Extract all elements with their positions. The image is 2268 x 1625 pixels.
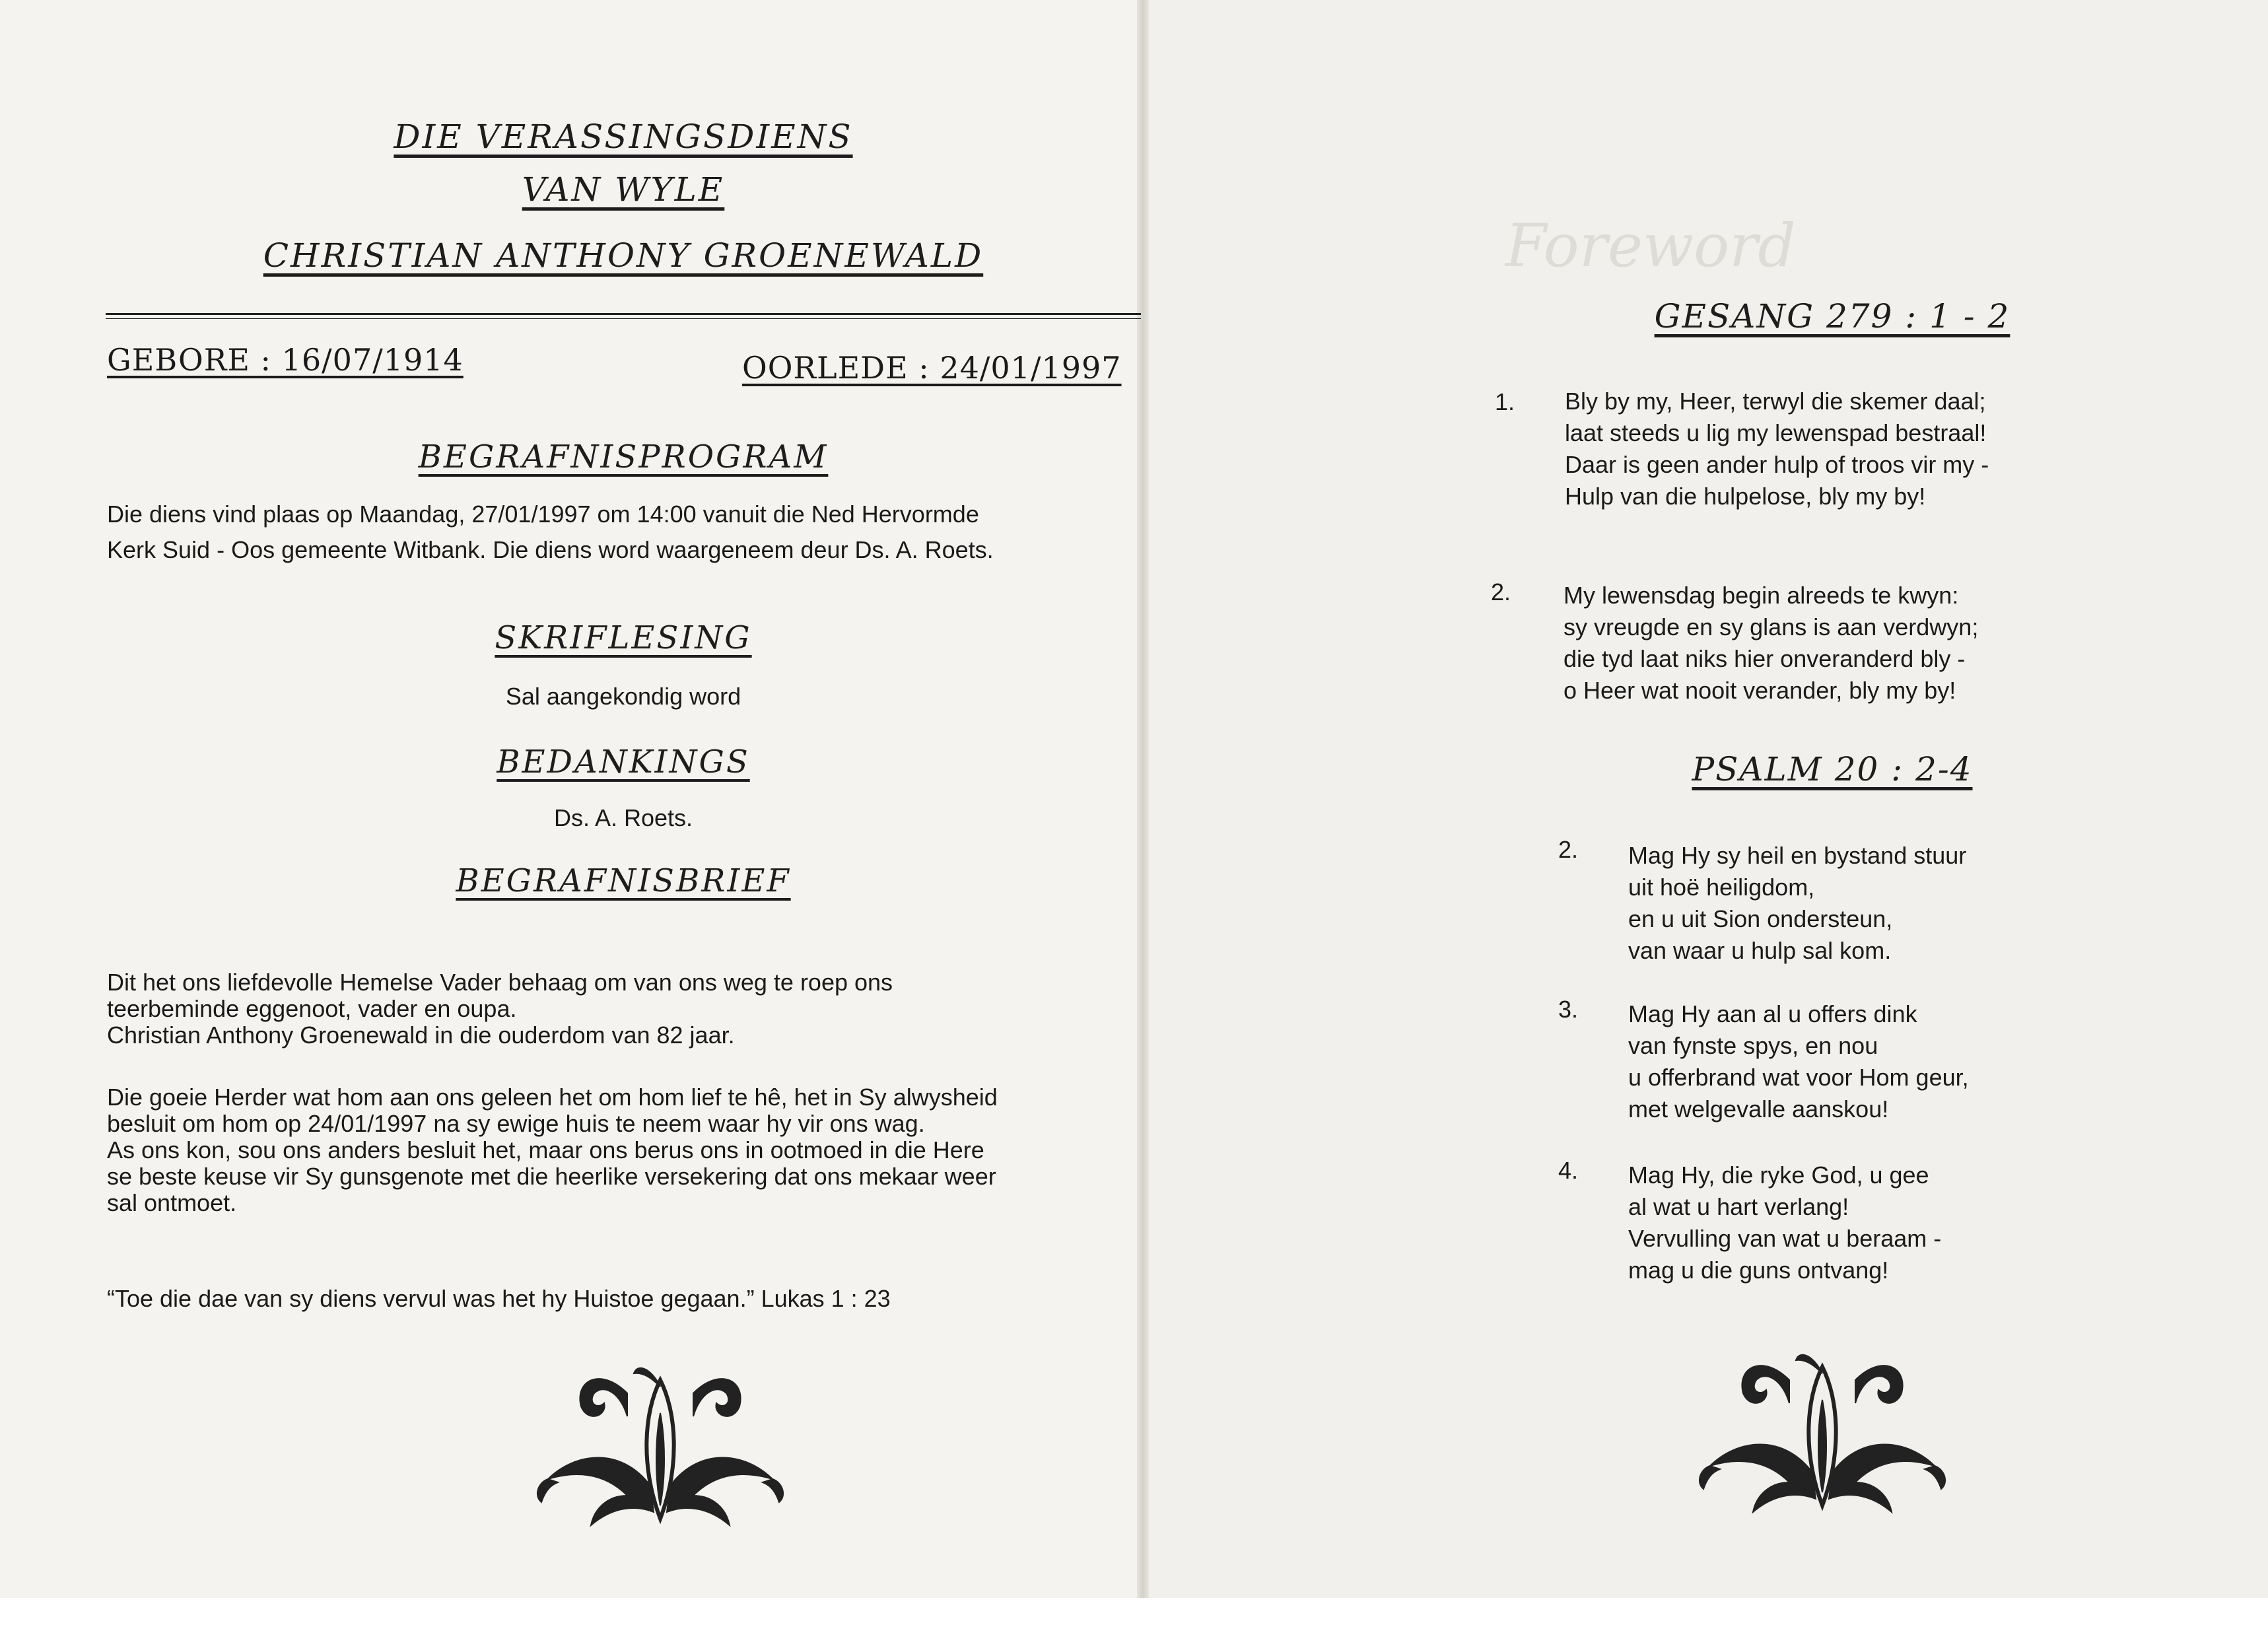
verse-line: al wat u hart verlang! [1628,1193,1849,1220]
hymn2-verse2-number: 2. [1558,836,1579,863]
program-line-1: Die diens vind plaas op Maandag, 27/01/1997 om 14:00 vanuit die Ned Hervormde [107,501,979,528]
hymn1-verse1 [1565,386,1989,512]
verse-line: die tyd laat niks hier onveranderd bly - [1564,645,1966,672]
reading-heading: SKRIFLESING [495,619,752,656]
header-rule-thin [106,318,1141,319]
hymn2-heading: PSALM 20 : 2-4 [1692,750,1973,788]
hymn2-verse4 [1628,1159,1941,1286]
letter-paragraph-1 [107,969,893,1049]
verse-line: u offerbrand wat voor Hom geur, [1628,1064,1969,1091]
born-date: GEBORE : 16/07/1914 [107,342,464,378]
hymn2-verse4-number: 4. [1558,1157,1579,1184]
verse-line: van waar u hulp sal kom. [1628,937,1892,964]
hymn1-heading: GESANG 279 : 1 - 2 [1654,297,2010,335]
verse-line: sy vreugde en sy glans is aan verdwyn; [1564,613,1979,640]
letter-line: Dit het ons liefdevolle Hemelse Vader behaag om van ons weg te roep ons [107,969,893,996]
thanks-text: Ds. A. Roets. [553,804,693,831]
title-line-1: DIE VERASSINGSDIENS [394,118,853,156]
thanks-heading: BEDANKINGS [497,743,750,780]
verse-line: Hulp van die hulpelose, bly my by! [1565,483,1926,510]
verse-line: Mag Hy, die ryke God, u gee [1628,1161,1929,1189]
verse-line: Bly by my, Heer, terwyl die skemer daal; [1565,388,1986,415]
letter-line: Christian Anthony Groenewald in die ouderdom van 82 jaar. [107,1021,735,1049]
reading-text: Sal aangekondig word [505,683,741,710]
program-line-2: Kerk Suid - Oos gemeente Witbank. Die diens word waargeneem deur Ds. A. Roets. [107,536,994,563]
verse-line: Vervulling van wat u beraam - [1628,1225,1942,1252]
verse-line: uit hoë heiligdom, [1628,874,1815,901]
title-line-2: VAN WYLE [522,170,725,209]
verse-line: Mag Hy sy heil en bystand stuur [1628,842,1967,869]
hymn2-verse3 [1628,998,1969,1125]
letter-paragraph-2 [107,1084,998,1216]
title-line-3: CHRISTIAN ANTHONY GROENEWALD [263,236,984,275]
program-heading: BEGRAFNISPROGRAM [418,438,829,475]
lily-ornament-icon [528,1354,792,1539]
letter-line: As ons kon, sou ons anders besluit het, maar ons berus ons in ootmoed in die Here [107,1136,984,1163]
hymn2-verse3-number: 3. [1558,996,1579,1023]
letter-line: besluit om hom op 24/01/1997 na sy ewige huis te neem waar hy vir ons wag. [107,1110,925,1137]
verse-line: My lewensdag begin alreeds te kwyn: [1564,582,1959,609]
hymn1-verse2-number: 2. [1491,578,1511,605]
verse-line: laat steeds u lig my lewenspad bestraal! [1565,419,1987,446]
letter-line: se beste keuse vir Sy gunsgenote met die heerlike versekering dat ons mekaar weer [107,1163,996,1190]
verse-line: o Heer wat nooit verander, bly my by! [1564,677,1956,704]
verse-line: met welgevalle aanskou! [1628,1095,1889,1123]
scan-bottom-margin [0,1598,2268,1625]
verse-line: en u uit Sion ondersteun, [1628,905,1893,932]
show-through-text: Foreword [1505,211,1796,281]
death-date: OORLEDE : 24/01/1997 [742,350,1122,386]
verse-line: van fynste spys, en nou [1628,1032,1878,1059]
scripture-quote: “Toe die dae van sy diens vervul was het hy Huistoe gegaan.” Lukas 1 : 23 [107,1285,891,1312]
verse-line: Daar is geen ander hulp of troos vir my - [1565,451,1989,478]
letter-line: Die goeie Herder wat hom aan ons geleen het om hom lief te hê, het in Sy alwysheid [107,1084,998,1111]
letter-line: sal ontmoet. [107,1189,237,1216]
verse-line: mag u die guns ontvang! [1628,1257,1889,1284]
hymn2-verse2 [1628,840,1966,967]
verse-line: Mag Hy aan al u offers dink [1628,1000,1917,1027]
hymn1-verse2 [1564,580,1978,707]
lily-ornament-icon [1690,1340,1954,1525]
letter-line: teerbeminde eggenoot, vader en oupa. [107,995,517,1022]
letter-heading: BEGRAFNISBRIEF [456,862,791,899]
hymn1-verse1-number: 1. [1495,388,1515,415]
header-rule [106,313,1141,315]
